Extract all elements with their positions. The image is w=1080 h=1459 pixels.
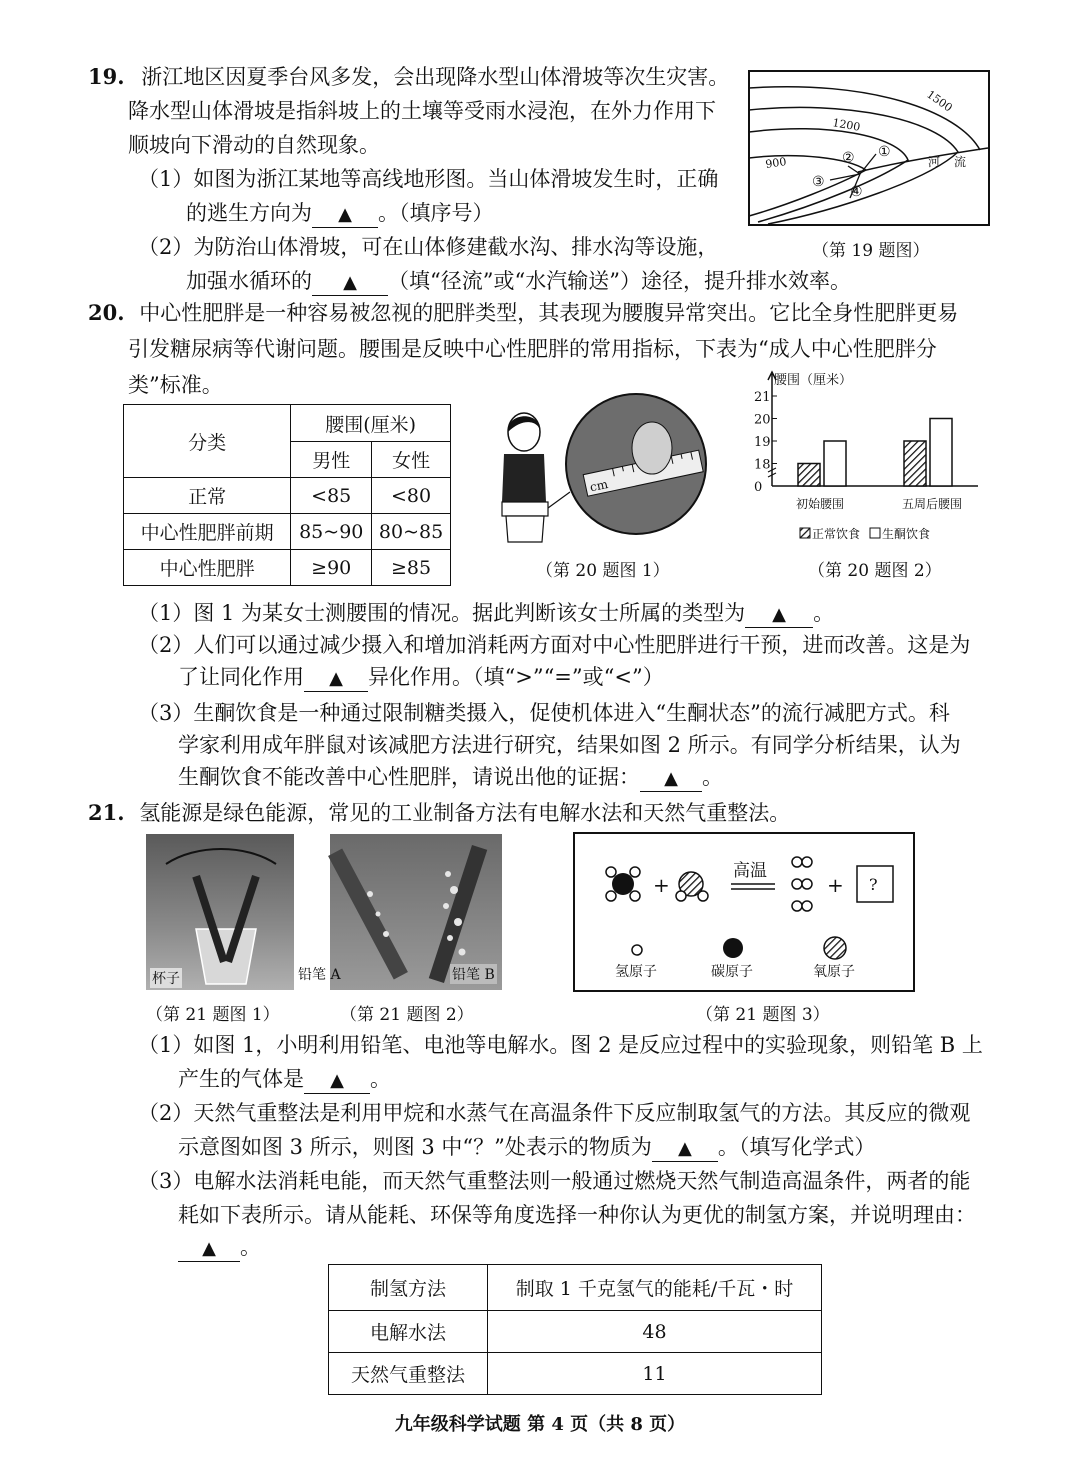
table-row: 中心性肥胖前期 85~90 80~85 bbox=[124, 514, 451, 550]
x-category-label: 初始腰围 bbox=[796, 497, 845, 511]
q20-number: 20. bbox=[88, 300, 125, 325]
q21-p2-line2: 示意图如图 3 所示，则图 3 中“？”处表示的物质为 ▲ 。（填写化学式） bbox=[178, 1132, 875, 1162]
q20-figure2-bar-chart bbox=[750, 368, 990, 548]
q21-energy-table bbox=[328, 1264, 822, 1395]
pencil-b-label: 铅笔 B bbox=[450, 964, 497, 984]
pencil-b bbox=[429, 845, 487, 983]
q21-p2-line1: （2）天然气重整法是利用甲烷和水蒸气在高温条件下反应制取氢气的方法。其反应的微观 bbox=[138, 1101, 971, 1125]
x-category-label: 五周后腰围 bbox=[902, 497, 963, 511]
woman-waist bbox=[502, 502, 548, 516]
q21-line1 bbox=[88, 798, 790, 828]
bar-keto-0 bbox=[824, 441, 846, 486]
q20-line1 bbox=[88, 298, 958, 328]
chart-ylabel: 腰围（厘米） bbox=[774, 373, 853, 388]
q20-answer-blank-1[interactable]: ▲ bbox=[745, 601, 813, 628]
plus-sign-1: + bbox=[653, 873, 670, 897]
table-row: 中心性肥胖 ≥90 ≥85 bbox=[124, 550, 451, 586]
legend-swatch-keto bbox=[870, 528, 880, 538]
legend-oxygen: 氧原子 bbox=[813, 964, 855, 980]
q19-intro-1: 浙江地区因夏季台风多发，会出现降水型山体滑坡等次生灾害。 bbox=[141, 65, 730, 89]
q21-p3-line2: 耗如下表所示。请从能耗、环保等角度选择一种你认为更优的制氢方案，并说明理由： bbox=[178, 1203, 976, 1227]
cup-label: 杯子 bbox=[150, 968, 182, 988]
q19-line3: 顺坡向下滑动的自然现象。 bbox=[128, 133, 380, 157]
q21-answer-blank-3[interactable]: ▲ bbox=[178, 1235, 240, 1262]
legend-label-keto: 生酮饮食 bbox=[882, 527, 931, 541]
q20-p2-line1: （2）人们可以通过减少摄入和增加消耗两方面对中心性肥胖进行干预，进而改善。这是为 bbox=[138, 633, 971, 657]
q21-figure1-photo bbox=[146, 834, 294, 990]
q19-p1-line2: 的逃生方向为 ▲ 。（填序号） bbox=[186, 198, 494, 228]
pencil-a bbox=[328, 848, 408, 979]
y-tick-label: 19 bbox=[754, 435, 771, 450]
q20-figure2-caption: （第 20 题图 2） bbox=[808, 561, 942, 581]
direction-1: ① bbox=[878, 144, 891, 160]
wire bbox=[166, 849, 276, 864]
table-row: 正常 <85 <80 bbox=[124, 478, 451, 514]
legend-label-normal: 正常饮食 bbox=[812, 527, 861, 541]
q19-contour-map bbox=[748, 70, 990, 226]
contour-label-1200: 1200 bbox=[831, 116, 862, 134]
table-head-female: 女性 bbox=[372, 442, 451, 478]
q21-figure2-photo bbox=[298, 834, 502, 990]
legend-swatch-normal bbox=[800, 528, 810, 538]
woman-body bbox=[502, 454, 546, 502]
bar-keto-1 bbox=[930, 419, 952, 487]
unknown-mark: ? bbox=[869, 875, 878, 894]
river-label: 河流 bbox=[928, 155, 981, 169]
y-tick-label: 0 bbox=[754, 480, 763, 495]
legend-hydrogen-icon bbox=[632, 945, 642, 955]
pointer-line bbox=[548, 492, 570, 508]
q19-answer-blank-1[interactable]: ▲ bbox=[312, 201, 378, 228]
bar-normal-0 bbox=[798, 464, 820, 487]
q20-p3-line1: （3）生酮饮食是一种通过限制糖类摄入，促使机体进入“生酮状态”的流行减肥方式。科 bbox=[138, 701, 950, 725]
q21-p1-line1: （1）如图 1，小明利用铅笔、电池等电解水。图 2 是反应过程中的实验现象，则铅笔 B 上 bbox=[138, 1033, 983, 1057]
q21-p3-line1: （3）电解水法消耗电能，而天然气重整法则一般通过燃烧天然气制造高温条件，两者的能 bbox=[138, 1169, 971, 1193]
direction-2: ② bbox=[842, 150, 855, 166]
q21-intro: 氢能源是绿色能源，常见的工业制备方法有电解水法和天然气重整法。 bbox=[139, 801, 791, 825]
q21-answer-blank-2[interactable]: ▲ bbox=[652, 1135, 718, 1162]
q19-answer-blank-2[interactable]: ▲ bbox=[312, 269, 388, 296]
q19-number: 19. bbox=[88, 64, 125, 89]
tape-unit-label: cm bbox=[588, 476, 610, 495]
table-head-category: 分类 bbox=[124, 405, 291, 478]
q20-line2: 引发糖尿病等代谢问题。腰围是反映中心性肥胖的常用指标，下表为“成人中心性肥胖分 bbox=[128, 337, 937, 361]
electrolysis-setup bbox=[146, 834, 294, 990]
q20-line3: 类”标准。 bbox=[128, 373, 223, 397]
q20-figure1-caption: （第 20 题图 1） bbox=[536, 561, 670, 581]
q21-number: 21. bbox=[88, 800, 125, 825]
legend-carbon: 碳原子 bbox=[711, 964, 753, 980]
q20-intro-1: 中心性肥胖是一种容易被忽视的肥胖类型，其表现为腰腹异常突出。它比全身性肥胖更易 bbox=[139, 301, 959, 325]
contour-label-900: 900 bbox=[764, 155, 788, 171]
q19-line1 bbox=[88, 62, 729, 92]
legend-carbon-icon bbox=[723, 938, 743, 958]
q21-answer-blank-1[interactable]: ▲ bbox=[304, 1067, 370, 1094]
q21-figure3-caption: （第 21 题图 3） bbox=[696, 1005, 830, 1025]
q21-figure2-caption: （第 21 题图 2） bbox=[340, 1005, 474, 1025]
q20-figure1-woman-measuring bbox=[484, 392, 714, 542]
table-head-waist: 腰围(厘米) bbox=[291, 405, 451, 442]
finger bbox=[632, 422, 672, 474]
plus-sign-2: + bbox=[827, 873, 844, 897]
page-footer: 九年级科学试题 第 4 页（共 8 页） bbox=[394, 1414, 686, 1435]
pencil-a-label: 铅笔 A bbox=[298, 967, 341, 983]
q20-p3-line3: 生酮饮食不能改善中心性肥胖，请说出他的证据： ▲ 。 bbox=[178, 762, 723, 792]
table-head-energy: 制取 1 千克氢气的能耗/千瓦・时 bbox=[488, 1265, 822, 1311]
q19-p2-line2: 加强水循环的 ▲ （填“径流”或“水汽输送”）途径，提升排水效率。 bbox=[186, 266, 851, 296]
q21-figure1-caption: （第 21 题图 1） bbox=[146, 1005, 280, 1025]
q19-p1-line1: （1）如图为浙江某地等高线地形图。当山体滑坡发生时，正确 bbox=[138, 167, 719, 191]
legend-hydrogen: 氢原子 bbox=[615, 964, 657, 980]
q20-answer-blank-2[interactable]: ▲ bbox=[304, 665, 368, 692]
contour-label-1500: 1500 bbox=[924, 87, 955, 115]
q20-p1: （1）图 1 为某女士测腰围的情况。据此判断该女士所属的类型为 ▲ 。 bbox=[138, 598, 834, 628]
y-tick-label: 18 bbox=[754, 457, 771, 473]
q21-figure3-reaction-diagram bbox=[573, 832, 915, 992]
woman-legs bbox=[506, 516, 544, 542]
q20-p2-line2: 了让同化作用 ▲ 异化作用。（填“>”“=”或“<”） bbox=[178, 662, 664, 692]
direction-4: ④ bbox=[850, 184, 863, 200]
table-head-male: 男性 bbox=[291, 442, 372, 478]
q20-waist-table bbox=[123, 404, 451, 586]
table-row: 天然气重整法 11 bbox=[329, 1353, 822, 1395]
q21-p1-line2: 产生的气体是 ▲ 。 bbox=[178, 1064, 391, 1094]
q21-p3-line3: ▲ 。 bbox=[178, 1232, 261, 1262]
y-tick-label: 20 bbox=[754, 412, 771, 428]
chart-marks bbox=[754, 390, 962, 511]
q20-p3-line2: 学家利用成年胖鼠对该减肥方法进行研究，结果如图 2 所示。有同学分析结果，认为 bbox=[178, 733, 961, 757]
table-head-method: 制氢方法 bbox=[329, 1265, 488, 1311]
q19-p2-line1: （2）为防治山体滑坡，可在山体修建截水沟、排水沟等设施， bbox=[138, 235, 719, 259]
table-row: 电解水法 48 bbox=[329, 1311, 822, 1353]
y-tick-label: 21 bbox=[754, 390, 771, 405]
q19-figure-caption: （第 19 题图） bbox=[812, 241, 930, 261]
direction-3: ③ bbox=[812, 174, 825, 190]
q20-answer-blank-3[interactable]: ▲ bbox=[640, 765, 702, 792]
q19-line2: 降水型山体滑坡是指斜坡上的土壤等受雨水浸泡，在外力作用下 bbox=[128, 99, 716, 123]
legend-oxygen-icon bbox=[824, 937, 846, 959]
reaction-condition: 高温 bbox=[733, 861, 767, 881]
bar-normal-1 bbox=[904, 441, 926, 486]
